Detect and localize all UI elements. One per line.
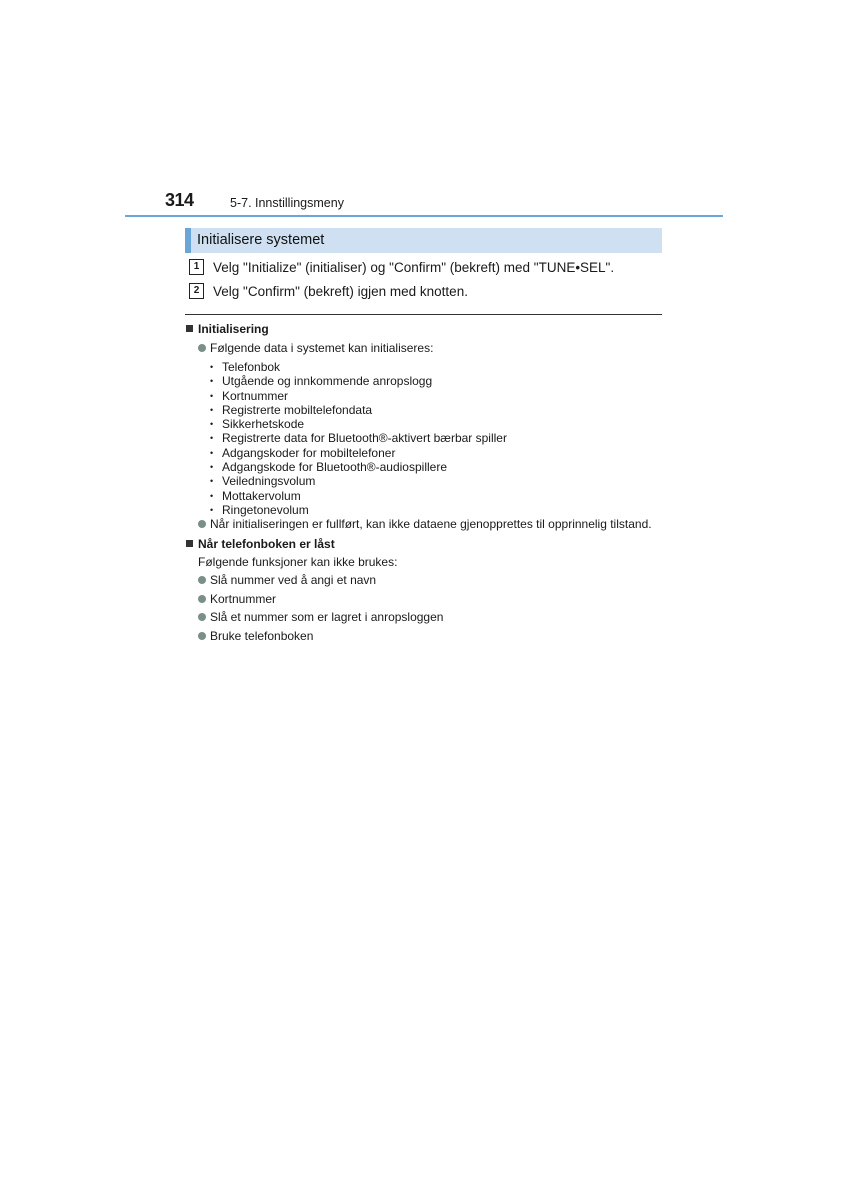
list-item (210, 503, 507, 517)
section-heading-locked (186, 537, 335, 551)
page-number: 314 (165, 190, 194, 210)
list-item-text: Adgangskoder for mobiltelefoner (222, 445, 396, 460)
list-item-text: Kortnummer (222, 388, 289, 403)
step-text: Velg "Initialize" (initialiser) og "Confirm" (bekreft) med "TUNE•SEL". (213, 259, 615, 275)
dot-item-text: Følgende data i systemet kan initialiseres: (210, 341, 434, 355)
list-item-text: Sikkerhetskode (222, 417, 305, 432)
circle-bullet-icon (198, 344, 206, 352)
circle-bullet-icon (198, 520, 206, 528)
list-item (210, 417, 507, 431)
bullet-icon: • (210, 462, 214, 473)
circle-bullet-icon (198, 613, 206, 621)
bullet-icon: • (210, 447, 214, 458)
list-item (210, 474, 507, 488)
list-item-text: Mottakervolum (222, 488, 301, 503)
list-item (210, 489, 507, 503)
dot-item (198, 517, 652, 531)
bullet-icon: • (210, 404, 214, 415)
bullet-icon: • (210, 390, 214, 401)
square-bullet-icon (186, 325, 193, 332)
list-item (210, 374, 507, 388)
divider (185, 314, 662, 315)
list-item (210, 403, 507, 417)
step-text: Velg "Confirm" (bekreft) igjen med knotten. (213, 283, 468, 299)
bullet-icon: • (210, 433, 214, 444)
bullet-icon: • (210, 362, 214, 372)
bullet-icon: • (210, 504, 214, 515)
step-number: 1 (189, 259, 204, 275)
bullet-icon: • (210, 419, 214, 430)
section-title: 5-7. Innstillingsmeny (230, 196, 344, 210)
bullet-icon: • (210, 490, 214, 501)
dot-item-text: Bruke telefonboken (210, 629, 314, 643)
circle-bullet-icon (198, 576, 206, 584)
list-item-text: Registrerte mobiltelefondata (222, 402, 373, 417)
list-item (210, 360, 507, 374)
section-heading-initialisering (186, 322, 269, 336)
dot-item-text: Slå nummer ved å angi et navn (210, 573, 377, 587)
step-number: 2 (189, 283, 204, 299)
list-item (210, 389, 507, 403)
list-item (210, 460, 507, 474)
section-heading-label: Initialisering (198, 322, 269, 336)
dot-item-text: Kortnummer (210, 592, 277, 606)
circle-bullet-icon (198, 595, 206, 603)
step-1 (189, 259, 614, 275)
locked-intro: Følgende funksjoner kan ikke brukes: (198, 555, 398, 569)
list-item-text: Utgående og innkommende anropslogg (222, 374, 433, 389)
dot-item-text: Når initialiseringen er fullført, kan ikke dataene gjenopprettes til opprinnelig tilstand. (210, 517, 652, 531)
step-2 (189, 283, 468, 299)
dot-item (198, 592, 276, 606)
list-item (210, 446, 507, 460)
square-bullet-icon (186, 540, 193, 547)
list-item (210, 431, 507, 445)
data-list (210, 360, 507, 517)
dot-item (198, 573, 376, 587)
list-item-text: Registrerte data for Bluetooth®-aktivert bærbar spiller (222, 431, 507, 446)
list-item-text: Adgangskode for Bluetooth®-audiospillere (222, 460, 447, 475)
heading-box (185, 228, 662, 253)
circle-bullet-icon (198, 632, 206, 640)
section-heading-label: Når telefonboken er låst (198, 537, 335, 551)
bullet-icon: • (210, 376, 214, 387)
dot-item (198, 341, 433, 355)
dot-item (198, 629, 313, 643)
list-item-text: Veiledningsvolum (222, 474, 316, 489)
dot-item-text: Slå et nummer som er lagret i anropsloggen (210, 610, 444, 624)
heading-title: Initialisere systemet (197, 232, 325, 248)
list-item-text: Telefonbok (222, 360, 281, 374)
dot-item (198, 610, 443, 624)
list-item-text: Ringetonevolum (222, 502, 309, 517)
header-rule (125, 215, 723, 217)
bullet-icon: • (210, 476, 214, 487)
